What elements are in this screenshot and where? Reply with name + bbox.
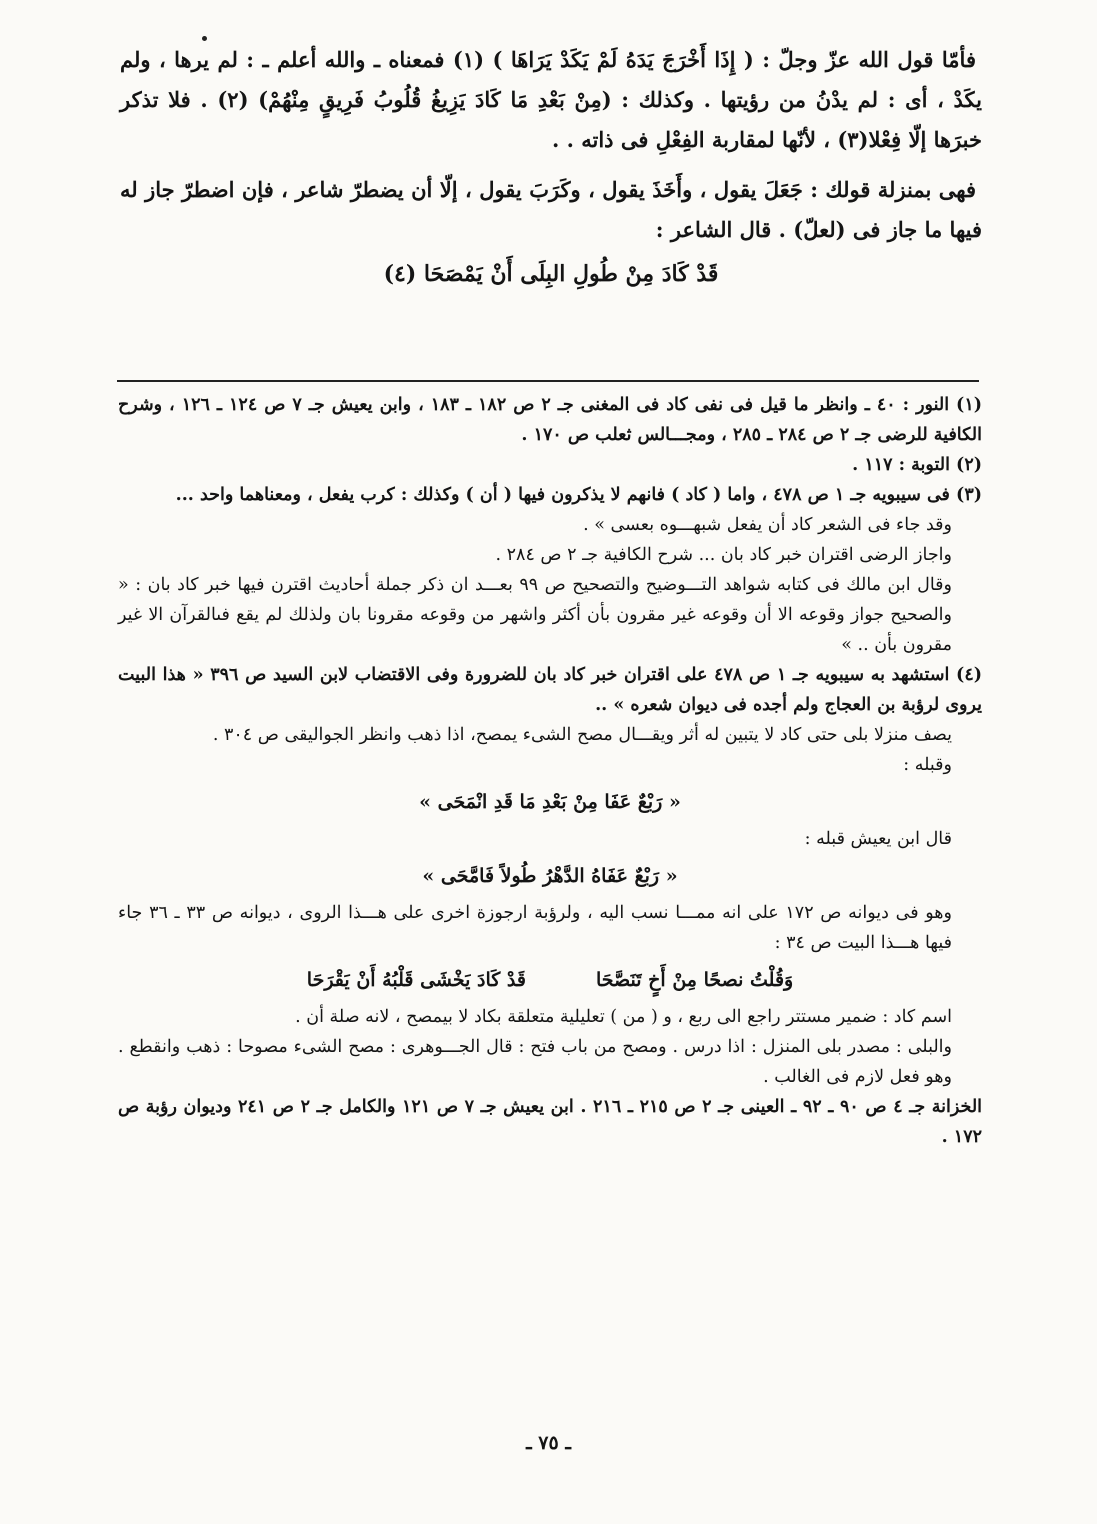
footnote-1: (١) النور : ٤٠ ـ وانظر ما قيل فى نفى كاد فى المغنى جـ ٢ ص ١٨٢ ـ ١٨٣ ، وابن يعيش جـ ٧ ص ١٢٤ ـ ١٢٦ ، وشرح الكافية للرضى جـ ٢ ص ٢٨٤ ـ ٢٨٥ ، ومجـــالس ثعلب ص ١٧٠ . xyxy=(118,395,983,445)
verse-line: قَدْ كَادَ مِنْ طُولِ البِلَى أَنْ يَمْصَحَا (٤) xyxy=(383,261,719,287)
footnote-4-line-d: وهو فى ديوانه ص ١٧٢ على انه ممـــا نسب اليه ، ولرؤبة ارجوزة اخرى على هـــذا الروى ، ديوانه ص ٣٣ ـ ٣٦ جاء فيها هـــذا البيت ص ٣٤ : xyxy=(118,903,952,953)
footnote-3-line-c: وقال ابن مالك فى كتابه شواهد التـــوضيح والتصحيح ص ٩٩ بعـــد ان ذكر جملة أحاديث اقترن فيها خبر كاد بان : « والصحيح جواز وقوعه الا أن وقوعه غير مقرون بأن أكثر واشهر من وقوعه مقرونا بان ولذلك لم يقع فىالقرآن الا غير مقرون بأن .. » xyxy=(118,575,952,655)
paragraph-1: فأمّا قول الله عزّ وجلّ : ( إِذَا أَخْرَجَ يَدَهُ لَمْ يَكَدْ يَرَاهَا ) (١) فمعناه ـ والله أعلم ـ : لم يرها ، ولم يكَدْ ، أى : لم يدْنُ من رؤيتها . وكذلك : (مِنْ بَعْدِ مَا كَادَ يَزِيغُ قُلُوبُ فَرِيقٍ مِنْهُمْ) (٢) . فلا تذكر خبرَها إلّا فِعْلا(٣) ، لأنّها لمقاربة الفِعْلِ فى ذاته . . xyxy=(120,47,982,152)
footnote-3: (٣) فى سيبويه جـ ١ ص ٤٧٨ ، واما ( كاد ) فانهم لا يذكرون فيها ( أن ) وكذلك : كرب يفعل ، ومعناهما واحد ... xyxy=(175,485,982,505)
footnote-divider xyxy=(117,380,979,382)
footnote-4-line-a: يصف منزلا بلى حتى كاد لا يتبين له أثر ويقـــال مصح الشىء يمصح، اذا ذهب وانظر الجواليقى ص ٣٠٤ . xyxy=(212,725,952,745)
footnote-verse-1: « رَبْعٌ عَفَا مِنْ بَعْدِ مَا قَدِ انْمَحَى » xyxy=(419,791,681,813)
footnote-3-line-b: واجاز الرضى اقتران خبر كاد بان ... شرح الكافية جـ ٢ ص ٢٨٤ . xyxy=(495,545,952,565)
couplet-second-hemistich: قَدْ كَادَ يَخْشَى قَلْبُهُ أَنْ يَقْرَحَا xyxy=(306,969,526,991)
paragraph-2: فهى بمنزلة قولك : جَعَلَ يقول ، وأَخَذَ يقول ، وكَرَبَ يقول ، إلّا أن يضطرّ شاعر ، فإن اضطرّ جاز له فيها ما جاز فى (لعلّ) . قال الشاعر : xyxy=(120,177,982,242)
main-text xyxy=(120,40,982,294)
page-number: ـ ٧٥ ـ xyxy=(526,1432,571,1454)
couplet-first-hemistich: وَقُلْتُ نصحًا مِنْ أَخٍ تَنَصَّحَا xyxy=(596,969,794,991)
footnote-4-line-e: اسم كاد : ضمير مستتر راجع الى ربع ، و ( من ) تعليلية متعلقة بكاد لا بيمصح ، لانه صلة أن . xyxy=(295,1007,952,1027)
footnote-4-line-f: والبلى : مصدر بلى المنزل : اذا درس . ومصح من باب فتح : قال الجـــوهرى : مصح الشىء مصوحا : ذهب وانقطع . وهو فعل لازم فى الغالب . xyxy=(118,1037,952,1087)
footnote-2: (٢) التوبة : ١١٧ . xyxy=(852,455,982,475)
footnote-4-line-b: وقبله : xyxy=(903,755,952,775)
footnote-4-line-g: الخزانة جـ ٤ ص ٩٠ ـ ٩٢ ـ العينى جـ ٢ ص ٢١٥ ـ ٢١٦ . ابن يعيش جـ ٧ ص ١٢١ والكامل جـ ٢ ص ٢٤١ وديوان رؤبة ص ١٧٢ . xyxy=(118,1097,983,1147)
footnote-3-line-a: وقد جاء فى الشعر كاد أن يفعل شبهـــوه بعسى » . xyxy=(583,515,952,535)
footnote-verse-2: « رَبْعٌ عَفَاهُ الدَّهْرُ طُولاً فَامَّحَى » xyxy=(422,865,678,887)
footnote-4-line-c: قال ابن يعيش قبله : xyxy=(804,829,952,849)
footnotes xyxy=(118,390,982,1152)
footnote-couplet xyxy=(118,958,982,1002)
footnote-4: (٤) استشهد به سيبويه جـ ١ ص ٤٧٨ على اقتران خبر كاد بان للضرورة وفى الاقتضاب لابن السيد ص ٣٩٦ « هذا البيت يروى لرؤبة بن العجاج ولم أجده فى ديوان شعره » .. xyxy=(118,665,983,715)
